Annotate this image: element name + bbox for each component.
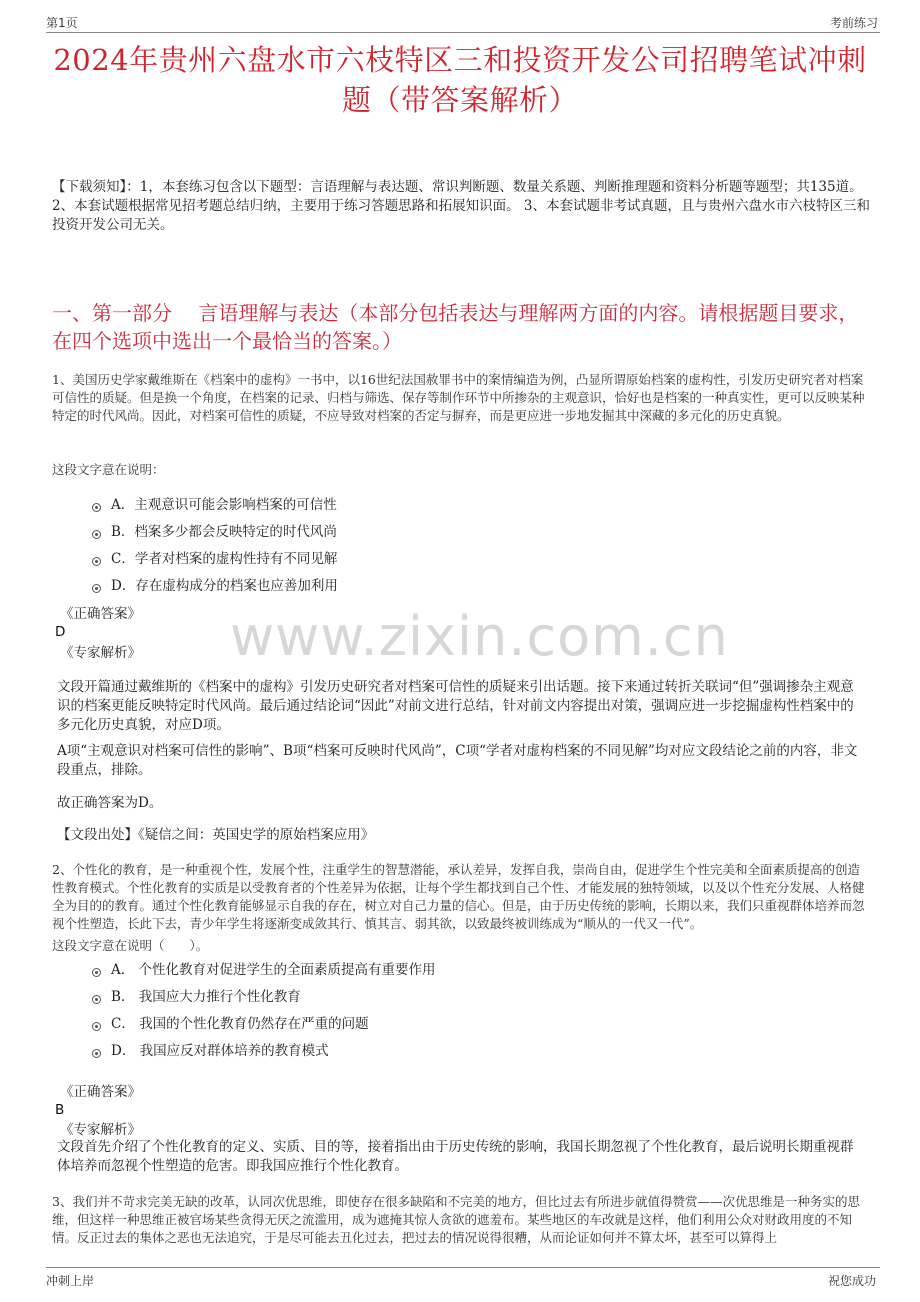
question-2-answer-label: 《正确答案》 xyxy=(60,1084,141,1100)
question-2-prompt: 这段文字意在说明（ ）。 xyxy=(52,938,209,953)
header-divider xyxy=(46,32,880,33)
radio-icon[interactable] xyxy=(92,1049,101,1058)
radio-icon[interactable] xyxy=(92,584,101,593)
question-2-option-d[interactable]: D． 我国应反对群体培养的教育模式 xyxy=(92,1042,329,1060)
footer-divider xyxy=(46,1267,880,1268)
radio-icon[interactable] xyxy=(92,1022,101,1031)
download-notice: 【下载须知】：1，本套练习包含以下题型：言语理解与表达题、常识判断题、数量关系题、判断推理题和资料分析题等题型；共135道。 2、本套试题根据常见招考题总结归纳，主要用于练习答题思路和拓展知识面。 3、本套试题非考试真题，且与贵州六盘水市六枝特区三和投资开发公司无关。 xyxy=(52,179,870,233)
footer-right: 祝您成功 xyxy=(827,1274,876,1288)
question-1-option-c[interactable]: C．学者对档案的虚构性持有不同见解 xyxy=(92,550,337,568)
question-1-answer: D xyxy=(55,624,66,640)
question-2-analysis-label: 《专家解析》 xyxy=(60,1122,141,1138)
question-1-answer-label: 《正确答案》 xyxy=(60,606,141,622)
question-1-analysis-p3: 故正确答案为D。 xyxy=(57,795,163,811)
radio-icon[interactable] xyxy=(92,995,101,1004)
question-1-option-b[interactable]: B．档案多少都会反映特定的时代风尚 xyxy=(92,523,337,541)
question-2-option-a[interactable]: A． 个性化教育对促进学生的全面素质提高有重要作用 xyxy=(92,961,436,979)
question-1-stem: 1、美国历史学家戴维斯在《档案中的虚构》一书中，以16世纪法国赦罪书中的案情编造为例，凸显所谓原始档案的虚构性，引发历史研究者对档案可信性的质疑。但是换一个角度，在档案的记录、归档与筛选、保存等制作环节中所掺杂的主观意识，恰好也是档案的一种真实性，更可以反映某种特定的时代风尚。因此，对档案可信性的质疑，不应导致对档案的否定与摒弃，而是更应进一步地发掘其中深藏的多元化的历史真貌。 xyxy=(52,372,865,423)
footer-left: 冲刺上岸 xyxy=(46,1274,95,1288)
question-1-option-a[interactable]: A．主观意识可能会影响档案的可信性 xyxy=(92,496,337,514)
watermark: www.zixin.com.cn xyxy=(230,605,729,668)
question-2-option-c[interactable]: C． 我国的个性化教育仍然存在严重的问题 xyxy=(92,1015,369,1033)
question-1-source: 【文段出处】《疑信之间：英国史学的原始档案应用》 xyxy=(57,827,375,843)
page-number: 第1页 xyxy=(46,16,78,30)
question-3-stem: 3、我们并不苛求完美无缺的改革，认同次优思维，即使存在很多缺陷和不完美的地方，但比过去有所进步就值得赞赏——次优思维是一种务实的思维，但这样一种思维正被官场某些贪得无厌之流滥用，成为遮掩其惊人贪欲的遮羞布。某些地区的车改就是这样，他们利用公众对财政用度的不知情。反正过去的集体之恶也无法追究，于是尽可能去丑化过去，把过去的情况说得很糟，从而论证如何并不算太坏，甚至可以算得上 xyxy=(52,1194,860,1245)
section-heading: 一、第一部分 言语理解与表达（本部分包括表达与理解两方面的内容。请根据题目要求，在四个选项中选出一个最恰当的答案。） xyxy=(52,301,859,353)
question-2-stem: 2、个性化的教育，是一种重视个性，发展个性，注重学生的智慧潜能，承认差异，发挥自我，崇尚自由，促进学生个性完美和全面素质提高的创造性教育模式。个性化教育的实质是以受教育者的个性差异为依据，让每个学生都找到自己个性、才能发展的独特领域，以及以个性充分发展、人格健全为目的的教育。通过个性化教育能够显示自我的存在，树立对自己力量的信心。但是，由于历史传统的影响，长期以来，我们只重视群体培养而忽视个性塑造，长此下去，青少年学生将逐渐变成敛其行、慎其言、弱其欲，以致最终被训练成为“顺从的一代又一代”。 xyxy=(52,862,865,931)
radio-icon[interactable] xyxy=(92,503,101,512)
question-1-prompt: 这段文字意在说明： xyxy=(52,462,165,477)
document-title: 2024年贵州六盘水市六枝特区三和投资开发公司招聘笔试冲刺题（带答案解析） xyxy=(53,43,867,117)
radio-icon[interactable] xyxy=(92,557,101,566)
question-1-analysis-p1: 文段开篇通过戴维斯的《档案中的虚构》引发历史研究者对档案可信性的质疑来引出话题。接下来通过转折关联词“但”强调掺杂主观意识的档案更能反映特定时代风尚。最后通过结论词“因此”对前文进行总结，针对前文内容提出对策，强调应进一步挖掘虚构性档案中的多元化历史真貌，对应D项。 xyxy=(57,679,854,733)
question-1-analysis-p2: A项“主观意识对档案可信性的影响”、B项“档案可反映时代风尚”，C项“学者对虚构档案的不同见解”均对应文段结论之前的内容，非文段重点，排除。 xyxy=(57,743,858,778)
question-1-analysis-label: 《专家解析》 xyxy=(60,645,141,661)
question-2-option-b[interactable]: B． 我国应大力推行个性化教育 xyxy=(92,988,301,1006)
question-1-option-d[interactable]: D．存在虚构成分的档案也应善加利用 xyxy=(92,577,338,595)
radio-icon[interactable] xyxy=(92,968,101,977)
question-2-analysis: 文段首先介绍了个性化教育的定义、实质、目的等，接着指出由于历史传统的影响，我国长期忽视了个性化教育，最后说明长期重视群体培养而忽视个性塑造的危害。即我国应推行个性化教育。 xyxy=(57,1139,854,1174)
radio-icon[interactable] xyxy=(92,530,101,539)
header-tag: 考前练习 xyxy=(829,16,878,30)
question-2-answer: B xyxy=(55,1102,65,1118)
